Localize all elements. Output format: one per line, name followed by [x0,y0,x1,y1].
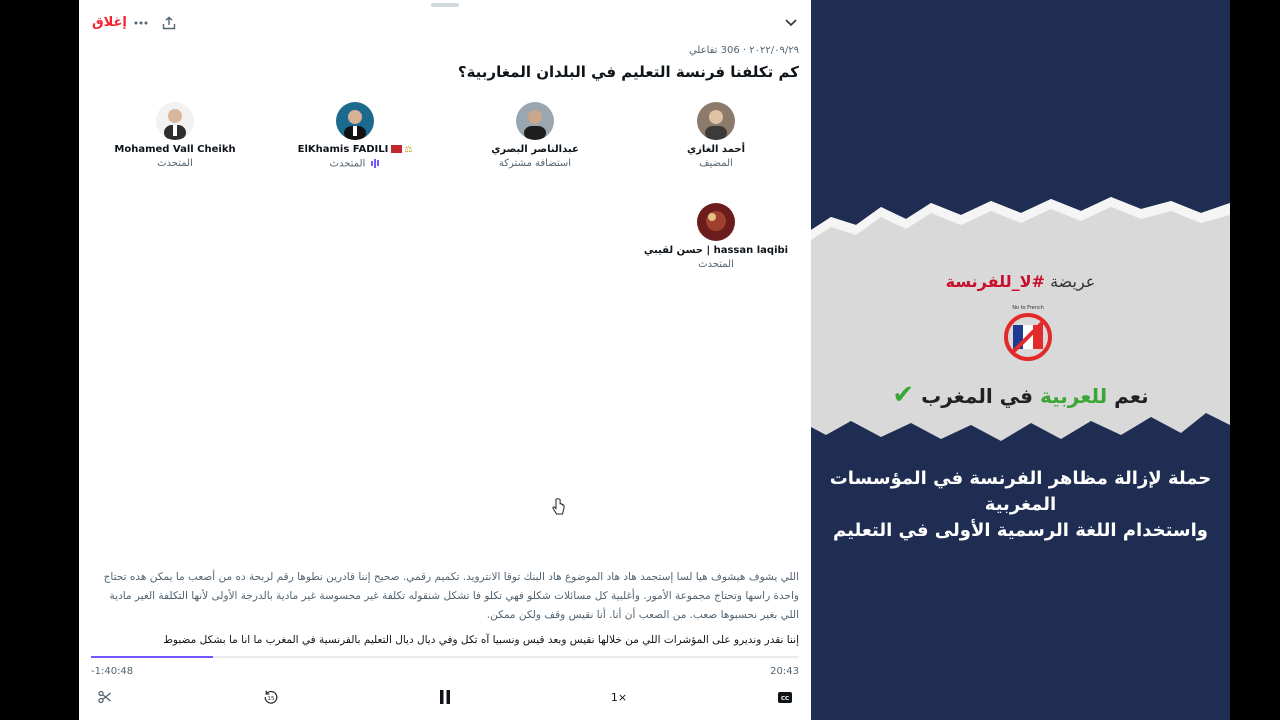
avatar [516,102,554,140]
badge-text: No to French [1012,305,1044,311]
avatar [697,102,735,140]
speaker-name: عبدالناصر البصري [491,144,579,155]
more-icon[interactable] [131,13,151,33]
drag-handle[interactable] [431,3,459,7]
speaker-role-row [270,158,440,170]
scissors-icon[interactable] [95,687,115,707]
share-icon[interactable] [159,13,179,33]
campaign-poster [811,0,1230,720]
no-french-badge [999,305,1057,365]
close-button[interactable]: إغلاق [92,15,127,30]
campaign-text [811,466,1230,544]
speaker-name: ElKhamis FADILI [297,144,389,155]
playback-speed-button[interactable]: 1× [610,690,628,704]
speaker-name: حسن لقيبي | hassan laqibi [643,245,789,256]
svg-text:15: 15 [267,696,275,702]
speaker-role: استضافة مشتركة [498,158,572,169]
transcript-previous: اللي يشوف هيشوف هيا لسا إستجمد هاد هاد الموضوع هاد البنك توقا الانترويد. تكميم رقمي. صحيح إننا قادرين نطوها رقم لربحة ده من أصعب ما يمكن هده تحتاج واحدة راسها وتحتاج مجموعة الأمور. وأغلبية كل مسائلات شكلو فهي تكلو فا تشكل شنقوله تكلفة غير محسوسة غير مادية بالدرجة الأولى لأنها التكلفة الغير مادية اللي بغير نحسبوها صعب. من الصعب أن أنا. أنا نقيس وقف ولكن ممكن. [103,571,799,621]
space-title: كم تكلفنا فرنسة التعليم في البلدان المغاربية؟ [457,63,799,81]
petition-headline [811,272,1230,291]
avatar [156,102,194,140]
in-morocco: في المغرب [921,384,1034,408]
svg-text:CC: CC [780,695,790,702]
speaker-cohost[interactable] [450,102,620,169]
speaker-role: المتحدث [157,158,193,169]
speaker-role: المتحدث [698,259,734,270]
campaign-line-2: واستخدام اللغة الرسمية الأولى في التعليم [833,520,1208,541]
speaker-mohamed[interactable] [90,102,260,169]
transcript-current: إننا نقدر ونديرو على المؤشرات اللي من خلالها نقيس وبعد قيس ونسبيا آه تكل وفي ديال ديال التعليم بالفرنسية في المغرب ما انا ما بشكل مضبوط [163,634,799,646]
cc-icon[interactable] [775,687,795,707]
speaker-host[interactable] [631,102,801,169]
space-meta: ٢٠٢٢/٠٩/٢٩ · 306 تفاعلي [688,45,799,56]
speaking-indicator-icon [371,158,380,169]
campaign-line-1: حملة لإزالة مظاهر الفرنسة في المؤسسات المغربية [829,468,1212,515]
yes-arabic-line [811,380,1230,410]
playback-scrubber[interactable] [91,656,799,658]
pause-icon[interactable] [435,687,455,707]
speaker-hassan[interactable] [631,203,801,270]
time-remaining: -1:40:48 [91,666,134,677]
hand-cursor-icon [551,498,565,516]
checkmark-icon: ✔ [892,380,915,410]
hashtag: #لا_للفرنسة [945,272,1045,291]
rewind-15-icon[interactable] [261,687,281,707]
avatar [336,102,374,140]
space-panel [79,0,811,720]
petition-word: عريضة [1050,272,1096,291]
speaker-name-row [270,144,440,155]
scales-icon: ⚖ [404,145,413,155]
morocco-flag-icon [391,145,402,153]
speaker-role: المتحدث [329,158,366,170]
speaker-elkhamis[interactable] [270,102,440,170]
time-elapsed: 20:43 [770,666,799,677]
speaker-name: Mohamed Vall Cheikh [114,144,236,155]
transcript [91,568,799,650]
speaker-role: المضيف [699,158,733,169]
speaker-name: أحمد الغازي [686,144,746,155]
arabic-word: للعربية [1039,384,1108,408]
avatar [697,203,735,241]
yes-prefix: نعم [1114,384,1149,408]
playback-progress [91,656,213,658]
no-french-flag-icon [999,311,1057,363]
chevron-down-icon[interactable] [781,12,801,32]
